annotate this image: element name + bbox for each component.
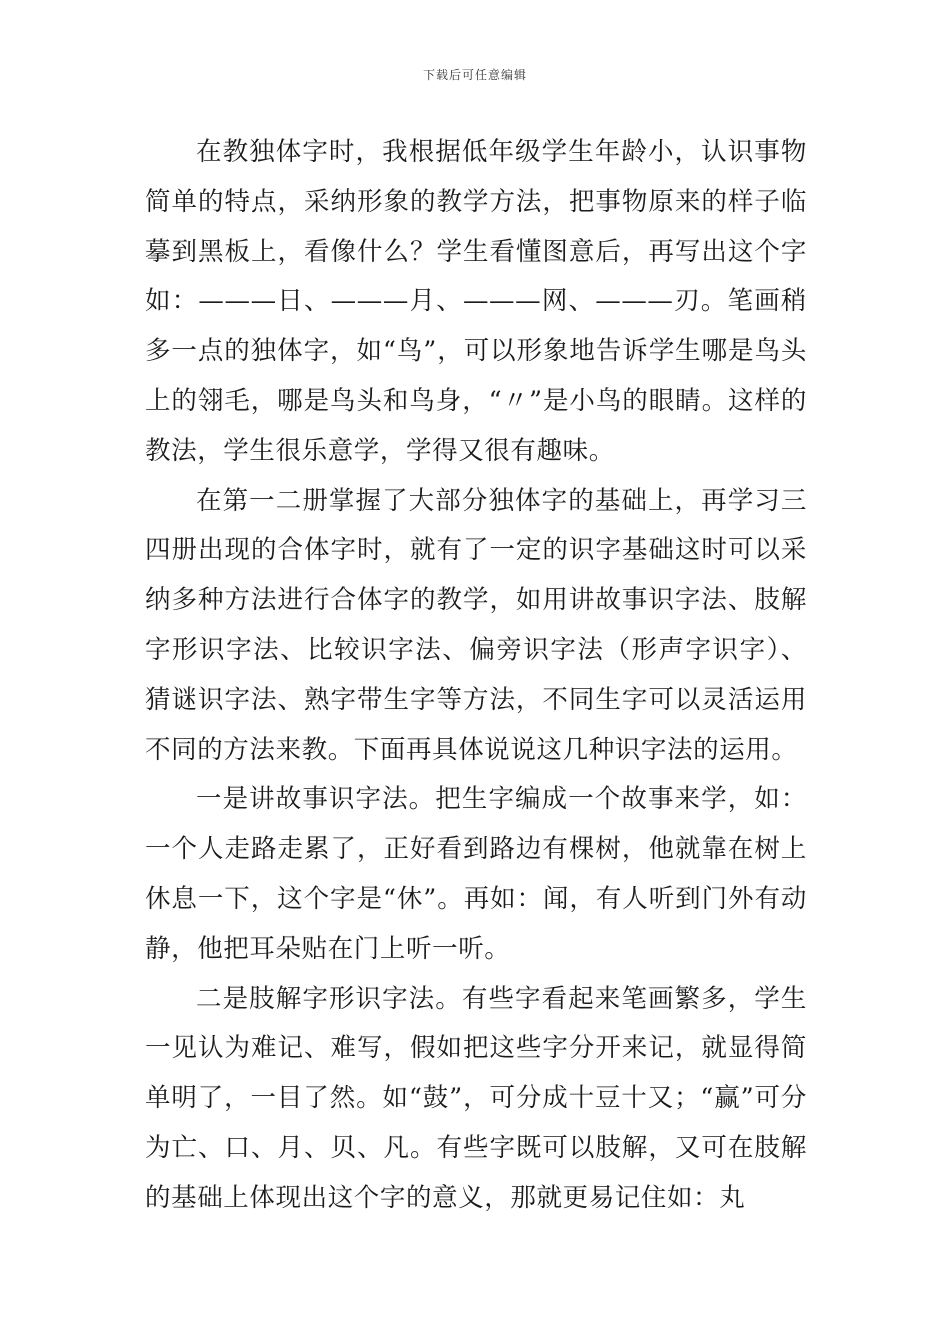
paragraph-4: 二是肢解字形识字法。有些字看起来笔画繁多，学生一见认为难记、难写，假如把这些字分开来记，就显得简单明了，一目了然。如“鼓”，可分成十豆十又；“赢”可分为亡、口、月、贝、凡。有些字既可以肢解，又可在肢解的基础上体现出这个字的意义，那就更易记住如：丸 — [145, 983, 807, 1213]
document-body — [145, 128, 807, 1224]
page-header: 下载后可任意编辑 — [422, 68, 527, 82]
paragraph-3: 一是讲故事识字法。把生字编成一个故事来学，如：一个人走路走累了，正好看到路边有棵树，他就靠在树上休息一下，这个字是“休”。再如：闻，有人听到门外有动静，他把耳朵贴在门上听一听。 — [145, 784, 807, 964]
paragraph-1: 在教独体字时，我根据低年级学生年龄小，认识事物简单的特点，采纳形象的教学方法，把事物原来的样子临摹到黑板上，看像什么？学生看懂图意后，再写出这个字如：———日、———月、———网、———刃。笔画稍多一点的独体字，如“鸟”，可以形象地告诉学生哪是鸟头上的翎毛，哪是鸟头和鸟身，“〃”是小鸟的眼睛。这样的教法，学生很乐意学，学得又很有趣味。 — [145, 137, 807, 466]
paragraph-2: 在第一二册掌握了大部分独体字的基础上，再学习三四册出现的合体字时，就有了一定的识字基础这时可以采纳多种方法进行合体字的教学，如用讲故事识字法、肢解字形识字法、比较识字法、偏旁识字法（形声字识字）、猜谜识字法、熟字带生字等方法，不同生字可以灵活运用不同的方法来教。下面再具体说说这几种识字法的运用。 — [145, 485, 807, 765]
